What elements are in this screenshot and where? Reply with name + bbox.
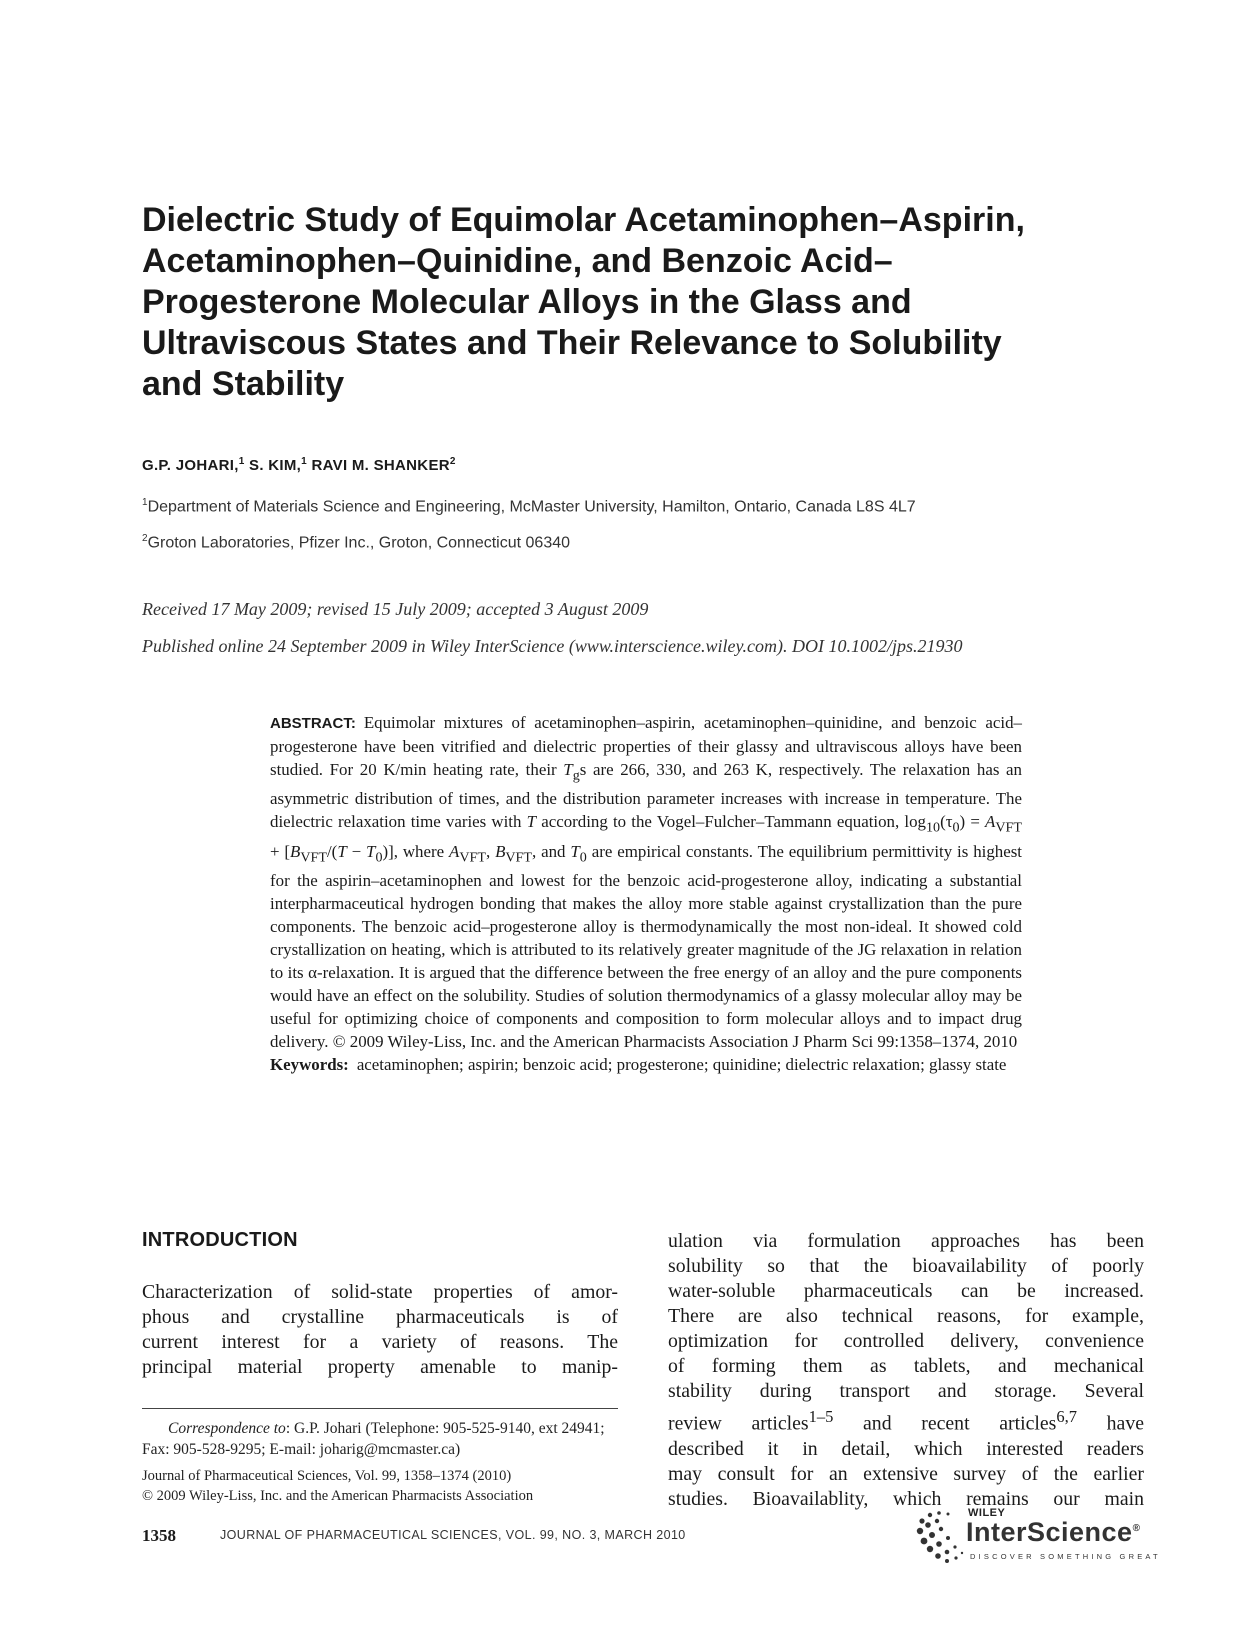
publication-info: Published online 24 September 2009 in Wiley InterScience (www.interscience.wiley.com). DOI 10.1002/jps.21930	[142, 636, 963, 656]
keywords-text: acetaminophen; aspirin; benzoic acid; progesterone; quinidine; dielectric relaxation; glassy state	[356, 1055, 1007, 1075]
title-line-1: Dielectric Study of Equimolar Acetaminophen–Aspirin,	[142, 201, 1025, 239]
journal-line-2: © 2009 Wiley-Liss, Inc. and the American Pharmacists Association	[142, 1488, 534, 1504]
author-2-affil: 1	[301, 456, 308, 467]
keywords	[270, 1053, 1022, 1076]
eq-symbol: T	[570, 841, 580, 861]
citation-ref[interactable]: 1–5	[808, 1407, 834, 1426]
footnote	[142, 1418, 618, 1506]
abstract-body	[270, 711, 1022, 1053]
article-title	[142, 200, 1102, 405]
symbol-T: T	[563, 760, 573, 779]
eq-log: log	[904, 812, 926, 832]
footnote-divider	[142, 1408, 618, 1409]
author-3-affil: 2	[449, 456, 456, 467]
body-line: studies. Bioavailablity, which remains our main	[668, 1487, 1144, 1510]
abstract	[270, 711, 1022, 1076]
eq-symbol: T	[337, 841, 347, 861]
eq-part: −	[346, 841, 367, 861]
received-dates: Received 17 May 2009; revised 15 July 2009; accepted 3 August 2009	[142, 599, 649, 619]
body-line: current interest for a variety of reasons. The	[142, 1331, 618, 1353]
eq-symbol: T	[366, 841, 376, 861]
keywords-label: Keywords:	[270, 1055, 349, 1075]
symbol-T: T	[526, 812, 537, 832]
eq-sub: 0	[579, 849, 587, 866]
author-1: G.P. JOHARI,	[142, 457, 239, 474]
affiliation-2-text: Groton Laboratories, Pfizer Inc., Groton, Connecticut 06340	[147, 534, 571, 552]
body-line-with-citations	[668, 1404, 1144, 1437]
eq-symbol: A	[985, 812, 996, 832]
journal-citation	[142, 1466, 618, 1506]
registered-mark: ®	[1132, 1523, 1141, 1534]
body-line: principal material property amenable to manip-	[142, 1356, 618, 1378]
title-line-3: Progesterone Molecular Alloys in the Glass and	[142, 283, 912, 321]
eq-symbol: A	[449, 841, 460, 861]
title-line-2: Acetaminophen–Quinidine, and Benzoic Acid–	[142, 242, 893, 280]
eq-sub: VFT	[459, 849, 486, 866]
title-line-4: Ultraviscous States and Their Relevance to Solubility	[142, 324, 1002, 362]
body-text: and recent articles	[833, 1412, 1057, 1435]
body-line: optimization for controlled delivery, convenience	[668, 1330, 1144, 1352]
affiliation-1	[142, 497, 916, 516]
body-line: There are also technical reasons, for example,	[668, 1305, 1144, 1327]
author-3: RAVI M. SHANKER	[307, 457, 450, 474]
wordmark-text: InterScience	[966, 1517, 1133, 1547]
affiliation-1-text: Department of Materials Science and Engineering, McMaster University, Hamilton, Ontario, Canada L8S 4L7	[147, 498, 916, 516]
eq-part: ,	[485, 841, 496, 861]
author-2: S. KIM,	[244, 457, 302, 474]
intro-column-left	[142, 1280, 618, 1380]
page-number: 1358	[142, 1526, 176, 1545]
correspondence-text: : G.P. Johari (Telephone: 905-525-9140, ext 24941; Fax: 905-528-9295; E-mail: joharig@mcmaster.ca)	[142, 1420, 605, 1458]
eq-sub: VFT	[300, 849, 327, 866]
eq-sub: 0	[952, 819, 960, 836]
eq-part: (τ	[940, 812, 953, 832]
eq-sub: 10	[926, 819, 941, 836]
eq-part: , and	[532, 841, 571, 861]
abstract-text-2: s are 266, 330, and 263 K, respectively. The relaxation has an asymmetric distribution of times, and the distribution parameter increases with increase in temperature. The dielectric relaxation time varies with	[270, 760, 1022, 832]
logo-tagline: DISCOVER SOMETHING GREAT	[970, 1552, 1161, 1561]
eq-sub: VFT	[505, 849, 532, 866]
body-line: ulation via formulation approaches has been	[668, 1230, 1144, 1252]
citation-ref[interactable]: 6,7	[1056, 1407, 1077, 1426]
body-line: of forming them as tablets, and mechanical	[668, 1355, 1144, 1377]
affiliation-2	[142, 533, 570, 552]
wiley-wordmark: WILEY	[968, 1507, 1006, 1519]
correspondence-label: Correspondence to	[168, 1420, 286, 1437]
correspondence	[142, 1418, 618, 1460]
eq-part: )], where	[382, 841, 449, 861]
abstract-text-3: according to the Vogel–Fulcher–Tammann equation,	[536, 812, 905, 832]
title-line-5: and Stability	[142, 365, 345, 403]
eq-part: /(	[326, 841, 338, 861]
body-line: water-soluble pharmaceuticals can be increased.	[668, 1280, 1144, 1302]
eq-symbol: B	[495, 841, 506, 861]
body-line: stability during transport and storage. Several	[668, 1380, 1144, 1402]
abstract-label: ABSTRACT:	[270, 715, 356, 732]
eq-part: + [	[270, 841, 291, 861]
author-list	[142, 456, 456, 474]
affiliation-2-mark: 2	[142, 533, 148, 544]
body-text: have	[1076, 1412, 1144, 1435]
symbol-g: g	[572, 767, 580, 784]
abstract-text-1: Equimolar mixtures of acetaminophen–aspirin, acetaminophen–quinidine, and benzoic acid–progesterone have been vitrified and dielectric properties of their glassy and ultraviscous alloys have been studied. For 20 K/min heating rate, their	[270, 713, 1022, 779]
interscience-wordmark	[966, 1517, 1140, 1548]
eq-sub: VFT	[995, 819, 1022, 836]
body-line: phous and crystalline pharmaceuticals is of	[142, 1306, 618, 1328]
affiliation-1-mark: 1	[142, 497, 148, 508]
body-line: may consult for an extensive survey of the earlier	[668, 1462, 1144, 1485]
body-text: review articles	[668, 1412, 809, 1435]
running-footer: JOURNAL OF PHARMACEUTICAL SCIENCES, VOL. 99, NO. 3, MARCH 2010	[220, 1528, 686, 1542]
eq-symbol: B	[290, 841, 301, 861]
body-line: Characterization of solid-state properties of amor-	[142, 1281, 618, 1303]
eq-part: ) =	[959, 812, 986, 832]
journal-line-1: Journal of Pharmaceutical Sciences, Vol. 99, 1358–1374 (2010)	[142, 1468, 512, 1484]
eq-sub: 0	[375, 849, 383, 866]
body-line: described it in detail, which interested readers	[668, 1437, 1144, 1460]
author-1-affil: 1	[238, 456, 245, 467]
body-line: solubility so that the bioavailability of poorly	[668, 1255, 1144, 1277]
intro-column-right	[668, 1229, 1144, 1512]
abstract-text-4: are empirical constants. The equilibrium permittivity is highest for the aspirin–acetaminophen and lowest for the benzoic acid-progesterone alloy, indicating a substantial interpharmaceutical hydrogen bonding that makes the alloy more stable against crystallization than the pure components. The benzoic acid–progesterone alloy is thermodynamically the most non-ideal. It showed cold crystallization on heating, which is attributed to its relatively greater magnitude of the JG relaxation in relation to its α-relaxation. It is argued that the difference between the free energy of an alloy and the pure components would have an effect on the solubility. Studies of solution thermodynamics of a glassy molecular alloy may be useful for optimizing choice of components and composition to form molecular alloys and to impact drug delivery. © 2009 Wiley-Liss, Inc. and the American Pharmacists Association J Pharm Sci 99:1358–1374, 2010	[270, 841, 1023, 1052]
section-heading-introduction: INTRODUCTION	[142, 1229, 298, 1251]
